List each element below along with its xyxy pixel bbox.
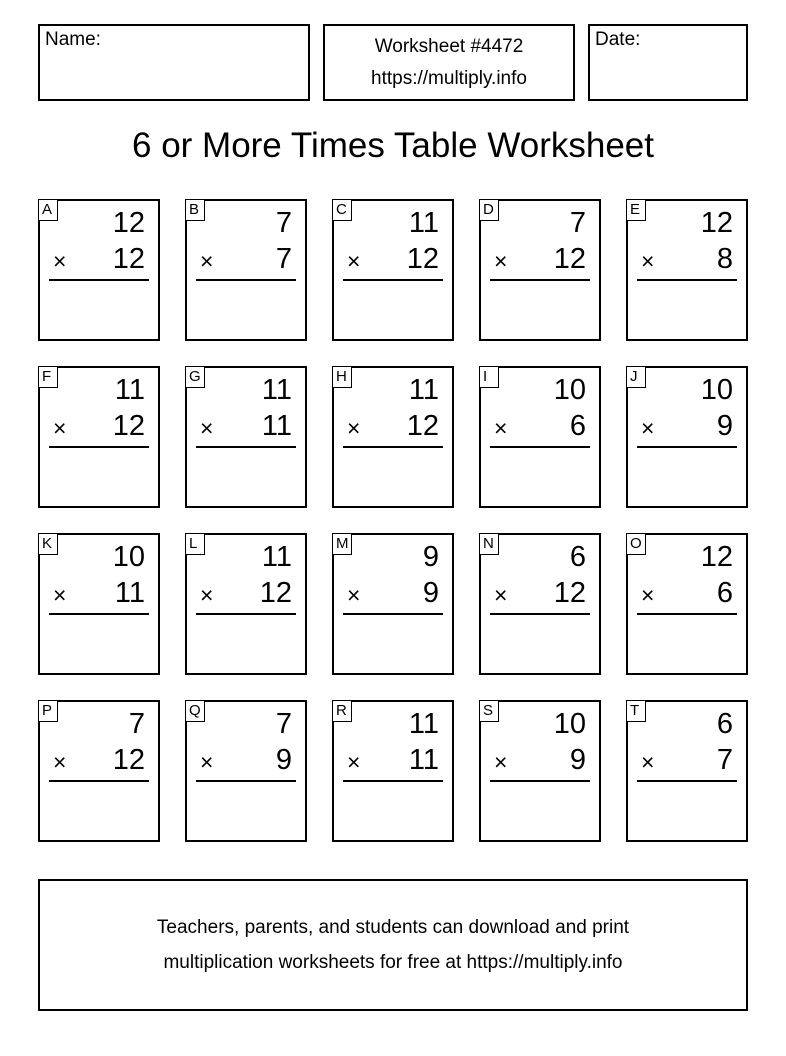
footer-line-1: Teachers, parents, and students can download and print [156,917,630,938]
multiplicand: 11 [408,207,439,239]
name-label: Name: [45,29,101,50]
problem-letter: O [626,533,646,555]
multiplicand: 7 [569,207,586,239]
problem-card[interactable] [332,700,454,842]
answer-line [490,780,590,782]
problem-letter: F [38,366,58,388]
multiplier: 12 [112,410,145,442]
problem-card[interactable] [479,700,601,842]
multiplicand: 7 [275,207,292,239]
problem-letter: K [38,533,58,555]
multiply-sign: × [200,582,214,608]
answer-line [196,613,296,615]
answer-line [49,613,149,615]
multiplier: 12 [406,243,439,275]
problem-card[interactable] [38,366,160,508]
problem-letter: A [38,199,58,221]
multiply-sign: × [641,582,655,608]
multiplier: 6 [569,410,586,442]
multiplicand: 6 [716,708,733,740]
multiply-sign: × [200,415,214,441]
name-field[interactable] [38,24,310,101]
problem-letter: M [332,533,352,555]
problem-card[interactable] [332,533,454,675]
multiplicand: 10 [112,541,145,573]
multiply-sign: × [641,415,655,441]
answer-line [490,279,590,281]
multiply-sign: × [347,248,361,274]
multiply-sign: × [347,415,361,441]
multiplier: 11 [261,410,292,442]
answer-line [637,446,737,448]
multiplier: 6 [716,577,733,609]
answer-line [490,446,590,448]
problem-letter: T [626,700,646,722]
multiplicand: 11 [114,374,145,406]
multiplicand: 12 [112,207,145,239]
problem-card[interactable] [185,533,307,675]
multiplicand: 10 [700,374,733,406]
problem-letter: L [185,533,205,555]
multiplicand: 10 [553,708,586,740]
multiplier: 12 [553,577,586,609]
problem-card[interactable] [479,366,601,508]
problem-card[interactable] [332,199,454,341]
multiplicand: 12 [700,207,733,239]
problem-card[interactable] [626,366,748,508]
problem-letter: I [479,366,499,388]
problem-card[interactable] [38,199,160,341]
problem-letter: R [332,700,352,722]
problem-card[interactable] [626,199,748,341]
answer-line [196,780,296,782]
answer-line [49,446,149,448]
problem-letter: G [185,366,205,388]
problem-letter: D [479,199,499,221]
multiplier: 12 [112,243,145,275]
multiplier: 11 [114,577,145,609]
multiplicand: 11 [408,374,439,406]
multiply-sign: × [494,248,508,274]
multiplicand: 11 [408,708,439,740]
problem-card[interactable] [626,700,748,842]
multiplicand: 7 [128,708,145,740]
multiplier: 9 [275,744,292,776]
answer-line [637,780,737,782]
multiply-sign: × [494,415,508,441]
problem-letter: N [479,533,499,555]
multiply-sign: × [53,749,67,775]
problem-letter: C [332,199,352,221]
multiplicand: 11 [261,541,292,573]
multiplier: 9 [569,744,586,776]
multiplier: 12 [406,410,439,442]
problem-card[interactable] [185,199,307,341]
multiplier: 7 [275,243,292,275]
answer-line [196,279,296,281]
date-field[interactable] [588,24,748,101]
date-label: Date: [595,29,641,50]
problem-letter: H [332,366,352,388]
multiply-sign: × [494,749,508,775]
multiply-sign: × [200,749,214,775]
problem-card[interactable] [185,700,307,842]
worksheet-url: https://multiply.info [371,68,527,89]
multiplicand: 9 [422,541,439,573]
answer-line [343,613,443,615]
footer-box [38,879,748,1011]
multiplier: 9 [716,410,733,442]
footer-line-2: multiplication worksheets for free at https://multiply.info [163,952,623,973]
multiplier: 8 [716,243,733,275]
multiplicand: 6 [569,541,586,573]
answer-line [343,446,443,448]
multiply-sign: × [347,582,361,608]
problem-card[interactable] [479,199,601,341]
problem-card[interactable] [38,700,160,842]
multiplicand: 7 [275,708,292,740]
answer-line [490,613,590,615]
multiply-sign: × [53,582,67,608]
worksheet-info-box [323,24,575,101]
problem-card[interactable] [38,533,160,675]
answer-line [343,279,443,281]
multiplicand: 12 [700,541,733,573]
answer-line [49,279,149,281]
multiply-sign: × [641,248,655,274]
problem-letter: Q [185,700,205,722]
problem-card[interactable] [332,366,454,508]
page-title: 6 or More Times Table Worksheet [132,126,654,165]
problem-letter: P [38,700,58,722]
answer-line [637,613,737,615]
multiplier: 9 [422,577,439,609]
multiplicand: 10 [553,374,586,406]
multiplicand: 11 [261,374,292,406]
multiplier: 7 [716,744,733,776]
problem-letter: B [185,199,205,221]
answer-line [196,446,296,448]
multiply-sign: × [53,248,67,274]
multiply-sign: × [200,248,214,274]
multiplier: 11 [408,744,439,776]
problem-card[interactable] [479,533,601,675]
problem-card[interactable] [626,533,748,675]
problem-card[interactable] [185,366,307,508]
multiply-sign: × [53,415,67,441]
problem-letter: S [479,700,499,722]
multiply-sign: × [494,582,508,608]
worksheet-number: Worksheet #4472 [374,36,524,57]
multiply-sign: × [641,749,655,775]
multiplier: 12 [553,243,586,275]
problem-letter: J [626,366,646,388]
multiplier: 12 [112,744,145,776]
answer-line [637,279,737,281]
problem-letter: E [626,199,646,221]
answer-line [49,780,149,782]
answer-line [343,780,443,782]
multiply-sign: × [347,749,361,775]
multiplier: 12 [259,577,292,609]
